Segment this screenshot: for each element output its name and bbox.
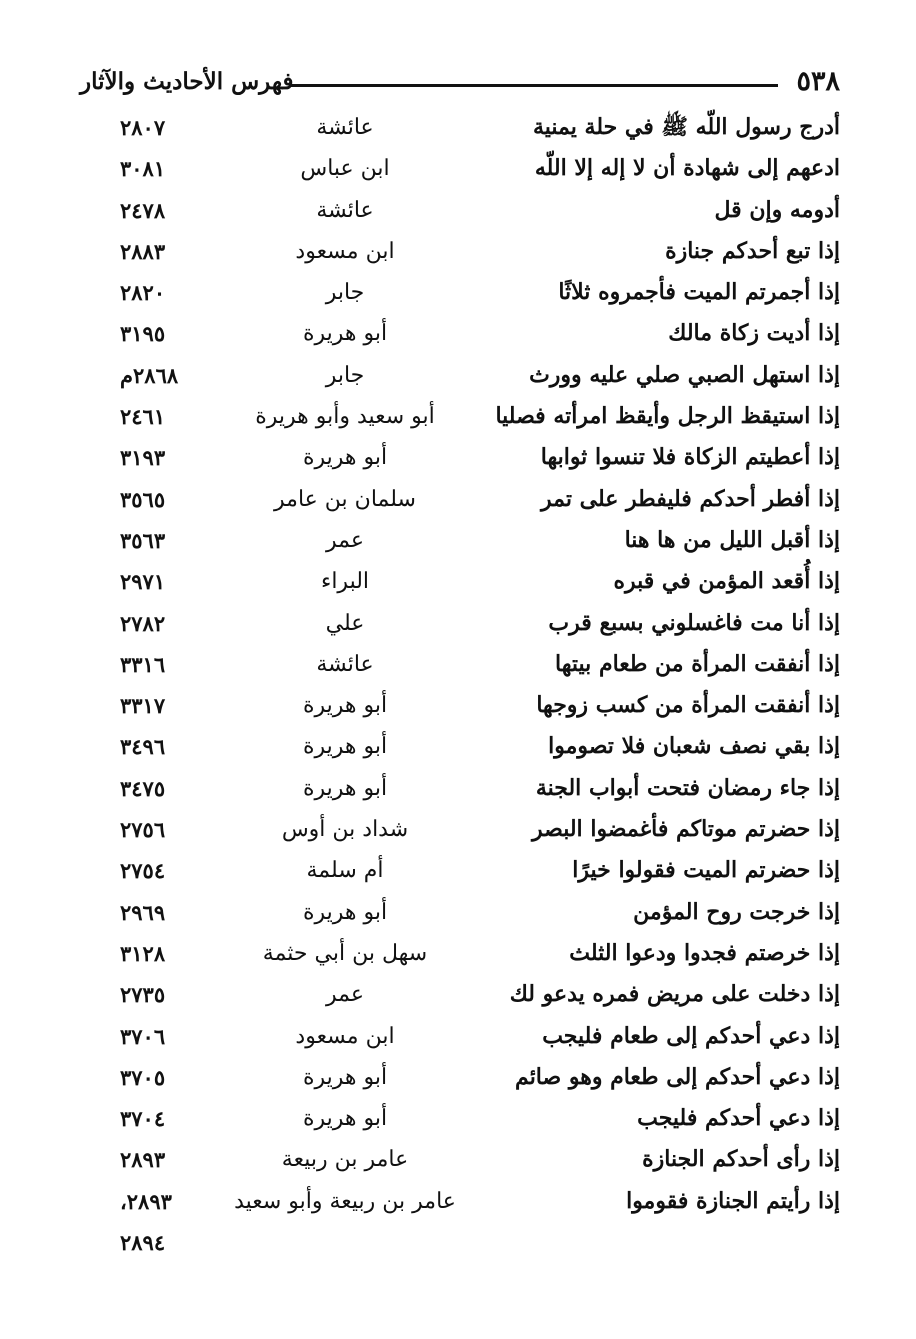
narrator: أم سلمة bbox=[306, 858, 384, 884]
index-entry bbox=[80, 603, 840, 644]
narrator: البراء bbox=[320, 569, 370, 595]
index-entry bbox=[80, 479, 840, 520]
index-entry bbox=[80, 933, 840, 974]
narrator: سهل بن أبي حثمة bbox=[262, 940, 428, 966]
index-entry bbox=[80, 1098, 840, 1139]
narrator: سلمان بن عامر bbox=[274, 486, 416, 512]
hadith-number: ٢٤٧٨ bbox=[120, 197, 166, 223]
narrator: أبو هريرة bbox=[302, 775, 388, 801]
narrator: عامر بن ربيعة bbox=[281, 1147, 409, 1173]
hadith-number: ٢٨٢٠ bbox=[120, 280, 166, 306]
hadith-text: إذا أنفقت المرأة من طعام بيتها bbox=[555, 650, 840, 677]
index-entry bbox=[80, 850, 840, 891]
hadith-number: ٣٧٠٦ bbox=[120, 1023, 166, 1049]
hadith-text: إذا حضرتم موتاكم فأغمضوا البصر bbox=[532, 816, 840, 843]
hadith-number: ٣٤٩٦ bbox=[120, 734, 166, 760]
hadith-number: ٣١٩٣ bbox=[120, 445, 166, 471]
narrator: أبو سعيد وأبو هريرة bbox=[255, 404, 435, 430]
index-entry bbox=[80, 231, 840, 272]
index-entry bbox=[80, 355, 840, 396]
narrator: ابن مسعود bbox=[295, 1023, 395, 1049]
index-entry bbox=[80, 561, 840, 602]
narrator: شداد بن أوس bbox=[281, 817, 409, 843]
narrator: جابر bbox=[325, 362, 365, 388]
hadith-number: ٣٥٦٥ bbox=[120, 486, 166, 512]
hadith-number: ٢٨٨٣ bbox=[120, 238, 166, 264]
hadith-number: ٢٩٦٩ bbox=[120, 899, 166, 925]
hadith-number: ٢٨٦٨م bbox=[120, 362, 179, 388]
index-entry bbox=[80, 644, 840, 685]
hadith-text: إذا رأيتم الجنازة فقوموا bbox=[626, 1187, 840, 1214]
narrator: عمر bbox=[326, 982, 364, 1008]
narrator: جابر bbox=[325, 280, 365, 306]
hadith-text: إذا حضرتم الميت فقولوا خيرًا bbox=[572, 857, 840, 884]
hadith-number: ٢٤٦١ bbox=[120, 404, 166, 430]
hadith-text: إذا استيقظ الرجل وأيقظ امرأته فصليا bbox=[495, 403, 840, 430]
narrator: أبو هريرة bbox=[302, 734, 388, 760]
hadith-text: أدرج رسول اللّه ﷺ في حلة يمنية bbox=[532, 114, 840, 140]
index-entry bbox=[80, 1181, 840, 1222]
header-rule bbox=[290, 84, 778, 87]
index-entry bbox=[80, 190, 840, 231]
index-entry bbox=[80, 1057, 840, 1098]
hadith-text: إذا أنا مت فاغسلوني بسبع قرب bbox=[548, 609, 840, 636]
index-entry bbox=[80, 396, 840, 437]
narrator: أبو هريرة bbox=[302, 1106, 388, 1132]
hadith-text: إذا دعي أحدكم فليجب bbox=[637, 1105, 840, 1132]
hadith-text: إذا جاء رمضان فتحت أبواب الجنة bbox=[535, 774, 840, 801]
index-entry bbox=[80, 685, 840, 726]
hadith-number: ٢٨٠٧ bbox=[120, 115, 166, 140]
narrator: أبو هريرة bbox=[302, 899, 388, 925]
hadith-text: إذا استهل الصبي صلي عليه وورث bbox=[529, 361, 840, 388]
index-entry bbox=[80, 1139, 840, 1180]
hadith-number: ٢٨٩٣، bbox=[120, 1188, 172, 1214]
hadith-number: ٣٥٦٣ bbox=[120, 527, 166, 553]
page-header bbox=[80, 62, 840, 102]
narrator: علي bbox=[325, 610, 365, 636]
hadith-text: إذا دخلت على مريض فمره يدعو لك bbox=[509, 981, 840, 1008]
hadith-text: إذا أفطر أحدكم فليفطر على تمر bbox=[541, 485, 840, 512]
hadith-text: أدومه وإن قل bbox=[714, 196, 840, 223]
narrator: عائشة bbox=[316, 115, 374, 140]
hadith-text: إذا تبع أحدكم جنازة bbox=[665, 237, 840, 264]
hadith-number: ٣١٩٥ bbox=[120, 321, 166, 347]
index-entry bbox=[80, 107, 840, 148]
index-entry bbox=[80, 437, 840, 478]
narrator: ابن مسعود bbox=[295, 238, 395, 264]
hadith-number: ٢٧٣٥ bbox=[120, 982, 166, 1008]
index-entry bbox=[80, 768, 840, 809]
hadith-text: إذا أعطيتم الزكاة فلا تنسوا ثوابها bbox=[540, 444, 840, 471]
hadith-number: ٣٠٨١ bbox=[120, 156, 166, 182]
narrator: عامر بن ربيعة وأبو سعيد bbox=[234, 1188, 456, 1214]
hadith-text: إذا أقبل الليل من ها هنا bbox=[624, 526, 840, 553]
narrator: عمر bbox=[326, 527, 364, 553]
hadith-text: إذا دعي أحدكم إلى طعام فليجب bbox=[542, 1022, 840, 1049]
index-entry bbox=[80, 1016, 840, 1057]
index-entry bbox=[80, 148, 840, 189]
narrator: أبو هريرة bbox=[302, 445, 388, 471]
narrator: عائشة bbox=[316, 651, 374, 677]
hadith-number: ٣٣١٧ bbox=[120, 693, 166, 719]
hadith-index-list bbox=[80, 107, 840, 1263]
hadith-text: إذا خرصتم فجدوا ودعوا الثلث bbox=[569, 939, 840, 966]
hadith-text: إذا أجمرتم الميت فأجمروه ثلاثًا bbox=[558, 279, 840, 306]
narrator: ابن عباس bbox=[300, 156, 390, 182]
hadith-number: ٣١٢٨ bbox=[120, 940, 166, 966]
hadith-number: ٢٨٩٣ bbox=[120, 1147, 166, 1173]
index-entry bbox=[80, 520, 840, 561]
narrator: أبو هريرة bbox=[302, 693, 388, 719]
narrator: أبو هريرة bbox=[302, 1064, 388, 1090]
hadith-text: إذا أُقعد المؤمن في قبره bbox=[613, 568, 840, 595]
hadith-number: ٣٣١٦ bbox=[120, 651, 166, 677]
index-entry bbox=[80, 809, 840, 850]
hadith-number: ٢٨٩٤ bbox=[120, 1230, 166, 1256]
index-entry bbox=[80, 313, 840, 354]
hadith-text: إذا رأى أحدكم الجنازة bbox=[642, 1146, 840, 1173]
index-entry bbox=[80, 892, 840, 933]
index-entry bbox=[80, 272, 840, 313]
hadith-number: ٢٩٧١ bbox=[120, 569, 166, 595]
index-entry bbox=[80, 726, 840, 767]
hadith-number: ٢٧٥٦ bbox=[120, 817, 166, 843]
hadith-number: ٣٤٧٥ bbox=[120, 775, 166, 801]
hadith-number: ٢٧٨٢ bbox=[120, 610, 166, 636]
hadith-text: إذا أديت زكاة مالك bbox=[668, 320, 840, 347]
hadith-text: ادعهم إلى شهادة أن لا إله إلا اللّه bbox=[534, 155, 840, 182]
hadith-number: ٣٧٠٥ bbox=[120, 1064, 166, 1090]
hadith-text: إذا خرجت روح المؤمن bbox=[633, 898, 840, 925]
index-entry bbox=[80, 1222, 840, 1263]
page-number: ٥٣٨ bbox=[796, 66, 840, 97]
hadith-number: ٣٧٠٤ bbox=[120, 1106, 166, 1132]
hadith-text: إذا بقي نصف شعبان فلا تصوموا bbox=[548, 733, 840, 760]
hadith-text: إذا دعي أحدكم إلى طعام وهو صائم bbox=[515, 1063, 840, 1090]
index-entry bbox=[80, 974, 840, 1015]
hadith-number: ٢٧٥٤ bbox=[120, 858, 166, 884]
narrator: أبو هريرة bbox=[302, 321, 388, 347]
narrator: عائشة bbox=[316, 197, 374, 223]
running-title: فهرس الأحاديث والآثار bbox=[80, 68, 294, 95]
hadith-text: إذا أنفقت المرأة من كسب زوجها bbox=[536, 692, 840, 719]
